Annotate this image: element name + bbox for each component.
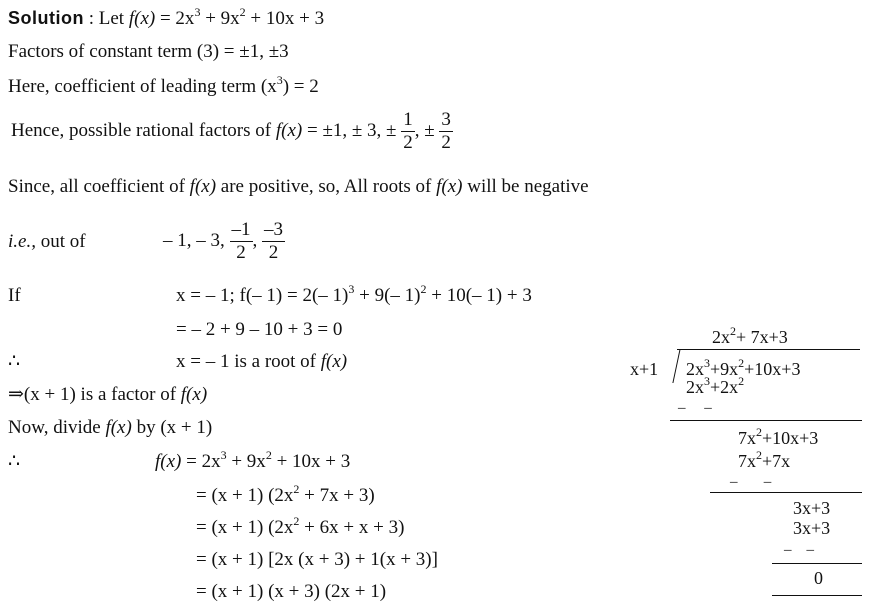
division-subtract-3: 3x+3	[793, 518, 831, 538]
division-rule-3	[772, 563, 862, 564]
division-signs-2: – –	[730, 474, 772, 490]
division-divisor: x+1	[630, 359, 659, 379]
fraction-neg-one-half: $\frac{-1}{2}$	[231, 219, 251, 264]
solution-line-16: = (x + 1) (x + 3) (2x + 1)	[196, 581, 387, 602]
division-signs-3: – –	[784, 542, 814, 558]
division-final-remainder: 0	[814, 568, 823, 588]
solution-line-10: ⇒(x + 1) is a factor of f(x)	[8, 384, 208, 405]
solution-line-11: Now, divide f(x) by (x + 1)	[8, 417, 213, 438]
division-bracket	[672, 349, 680, 383]
solution-line-2: Factors of constant term (3) = ±1, ±3	[8, 41, 289, 62]
fraction-neg-three-halves: $\frac{-3}{2}$	[264, 219, 283, 264]
division-rule-1	[670, 420, 862, 421]
division-top-bar	[677, 349, 860, 350]
solution-line-1: Solution : Let $f(x) = 2x^3 + 9x^2 + 10x + 3$	[8, 5, 325, 29]
solution-line-13: = (x + 1) $(2x^2 + 7x + 3)$	[196, 482, 375, 506]
solution-line-3: Here, coefficient of leading term $(x^3) = 2$	[8, 73, 319, 97]
solution-line-9-therefore: ∴	[8, 351, 21, 372]
division-subtract-2: $7x^2+7x$	[738, 448, 791, 471]
division-remainder-2: 3x+3	[793, 498, 831, 518]
solution-line-8: = – 2 + 9 – 10 + 3 = 0	[176, 319, 343, 340]
division-rule-2	[710, 492, 862, 493]
solution-line-6-values: – 1, – 3, $\frac{-1}{2}$ , $\frac{-3}{2}$	[163, 219, 283, 264]
solution-heading: Solution	[8, 8, 84, 28]
solution-line-5: Since, all coefficient of f(x) are positive, so, All roots of f(x) will be negative	[8, 176, 589, 197]
solution-line-9: x = – 1 is a root of f(x)	[176, 351, 348, 372]
division-quotient: $2x^2+ 7x+3$	[712, 324, 788, 347]
solution-line-7: x = – 1; f(– 1) = 2(– 1)$^3$ + 9(– 1)$^2$ + 10(– 1) + 3	[176, 282, 532, 306]
division-remainder-1: $7x^2+10x+3$	[738, 425, 819, 448]
division-dividend: $2x^3+9x^2+10x+3$	[686, 356, 801, 379]
solution-line-7-if: If	[8, 285, 21, 306]
division-signs-1: – –	[678, 400, 712, 416]
fraction-three-halves: $\frac{3}{2}$	[441, 109, 451, 154]
division-rule-4	[772, 595, 862, 596]
solution-line-12-therefore: ∴	[8, 451, 21, 472]
solution-line-12: $f(x) = 2x^3 + 9x^2 + 10x + 3$	[155, 448, 351, 472]
solution-line-15: = (x + 1) [2x (x + 3) + 1(x + 3)]	[196, 549, 438, 570]
fraction-one-half: $\frac{1}{2}$	[403, 109, 413, 154]
solution-line-14: = (x + 1) $(2x^2 + 6x + x + 3)$	[196, 514, 405, 538]
division-subtract-1: $2x^3+2x^2$	[686, 374, 745, 397]
solution-line-6-label: i.e., out of	[8, 231, 86, 252]
solution-line-4: Hence, possible rational factors of f(x) = ±1, ± 3, ± $\frac{1}{2}$ , ± $\frac{3}{2}$	[11, 109, 451, 154]
